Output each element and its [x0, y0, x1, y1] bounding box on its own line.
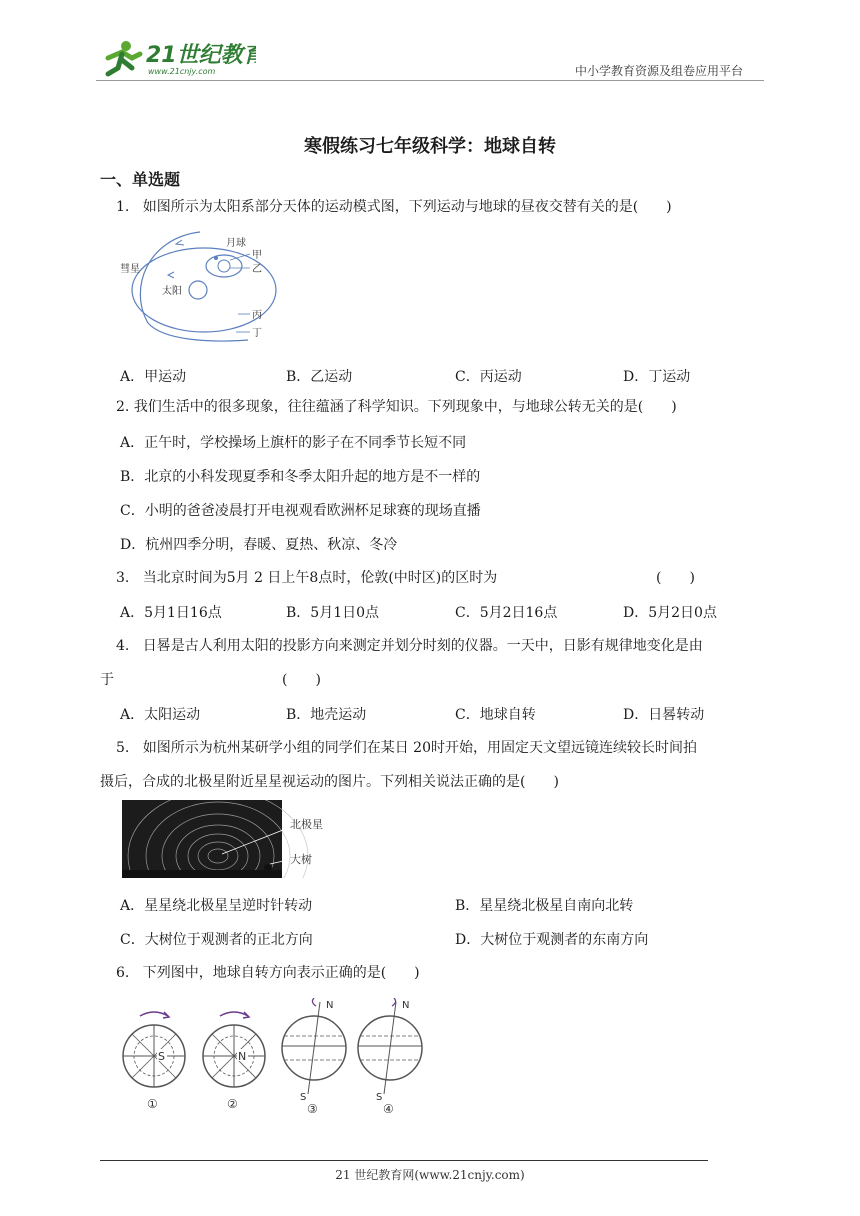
sun-icon: [189, 281, 207, 299]
svg-text:②: ②: [227, 1097, 238, 1111]
question-number: 2.: [116, 399, 130, 415]
figure-4: [358, 998, 422, 1113]
question-4: [116, 636, 703, 656]
figure-3: [282, 998, 346, 1113]
svg-text:S: S: [376, 1092, 383, 1103]
svg-text:N: N: [402, 1000, 410, 1011]
svg-text:①: ①: [147, 1097, 158, 1111]
question-number: 4.: [116, 638, 130, 654]
question-2: [116, 397, 677, 417]
q4-answer-paren: ( ): [282, 672, 321, 688]
section-heading: 一、单选题: [100, 170, 181, 189]
q2-option-b[interactable]: B．北京的小科发现夏季和冬季太阳升起的地方是不一样的: [120, 469, 481, 485]
earth-icon: [218, 260, 230, 272]
svg-text:N: N: [326, 1000, 334, 1011]
question-5: [116, 738, 697, 758]
star-trail-photo: [122, 800, 332, 882]
svg-text:S: S: [300, 1092, 307, 1103]
q1-option-a[interactable]: A．甲运动: [120, 369, 187, 385]
earth-rotation-figures: [120, 998, 430, 1117]
svg-text:月球: 月球: [226, 238, 246, 249]
question-number: 1.: [116, 199, 130, 215]
site-logo: [96, 34, 256, 80]
q3-option-c[interactable]: C．5月2日16点: [455, 605, 558, 621]
svg-text:S: S: [158, 1050, 165, 1063]
svg-text:北极星: 北极星: [290, 818, 323, 831]
q5-option-d[interactable]: D．大树位于观测者的东南方向: [455, 932, 649, 948]
question-text: 如图所示为杭州某研学小组的同学们在某日 20时开始，用固定天文望远镜连续较长时间拍: [142, 740, 697, 756]
footer-divider: [100, 1160, 708, 1161]
svg-text:④: ④: [383, 1102, 394, 1113]
question-4-line2: 于: [100, 672, 114, 688]
q4-option-b[interactable]: B．地壳运动: [286, 707, 367, 723]
q2-option-d[interactable]: D．杭州四季分明，春暖、夏热、秋凉、冬冷: [120, 537, 398, 553]
question-5-line2: 摄后，合成的北极星附近星星视运动的图片。下列相关说法正确的是( ): [100, 774, 559, 790]
q3-option-a[interactable]: A．5月1日16点: [120, 605, 222, 621]
question-text: 如图所示为太阳系部分天体的运动模式图，下列运动与地球的昼夜交替有关的是( ): [142, 199, 672, 215]
q1-option-d[interactable]: D．丁运动: [623, 369, 691, 385]
q3-option-b[interactable]: B．5月1日0点: [286, 605, 380, 621]
svg-text:N: N: [238, 1050, 247, 1063]
q4-option-d[interactable]: D．日晷转动: [623, 707, 705, 723]
svg-text:www.21cnjy.com: www.21cnjy.com: [148, 67, 216, 76]
q5-option-b[interactable]: B．星星绕北极星自南向北转: [455, 898, 634, 914]
q1-option-c[interactable]: C．丙运动: [455, 369, 522, 385]
question-number: 5.: [116, 740, 130, 756]
svg-text:彗星: 彗星: [120, 264, 140, 275]
question-text: 当北京时间为5月 2 日上午8点时，伦敦(中时区)的区时为: [142, 570, 498, 586]
svg-text:太阳: 太阳: [162, 286, 182, 297]
figure-1: [123, 1012, 185, 1111]
question-3: [116, 568, 497, 588]
runner-logo-icon: [108, 41, 140, 74]
svg-text:21世纪教育: 21世纪教育: [146, 43, 256, 68]
header-divider: [96, 80, 764, 81]
header-platform-text: 中小学教育资源及组卷应用平台: [575, 64, 744, 78]
question-number: 3.: [116, 570, 130, 586]
question-text: 下列图中，地球自转方向表示正确的是( ): [142, 965, 420, 981]
q4-option-a[interactable]: A．太阳运动: [120, 707, 201, 723]
figure-2: [203, 1012, 265, 1111]
svg-text:甲: 甲: [252, 250, 262, 261]
svg-text:③: ③: [307, 1102, 318, 1113]
moon-icon: [214, 256, 218, 260]
footer-text: 21 世纪教育网(www.21cnjy.com): [335, 1168, 525, 1182]
solar-system-figure: [118, 228, 278, 350]
q3-answer-paren: ( ): [656, 570, 695, 586]
svg-text:大树: 大树: [290, 853, 312, 866]
svg-text:丁: 丁: [252, 328, 262, 339]
q5-option-c[interactable]: C．大树位于观测者的正北方向: [120, 932, 313, 948]
q2-option-a[interactable]: A．正午时，学校操场上旗杆的影子在不同季节长短不同: [120, 435, 467, 451]
tree-mark: [264, 864, 272, 872]
q4-option-c[interactable]: C．地球自转: [455, 707, 536, 723]
q1-option-b[interactable]: B．乙运动: [286, 369, 353, 385]
page-title: 寒假练习七年级科学：地球自转: [304, 136, 556, 157]
question-6: [116, 963, 420, 983]
svg-text:丙: 丙: [252, 310, 262, 321]
q2-option-c[interactable]: C．小明的爸爸凌晨打开电视观看欧洲杯足球赛的现场直播: [120, 503, 481, 519]
svg-text:乙: 乙: [252, 264, 262, 275]
q5-option-a[interactable]: A．星星绕北极星呈逆时针转动: [120, 898, 313, 914]
question-text: 日晷是古人利用太阳的投影方向来测定并划分时刻的仪器。一天中，日影有规律地变化是由: [142, 638, 703, 654]
q3-option-d[interactable]: D．5月2日0点: [623, 605, 717, 621]
question-text: 我们生活中的很多现象，往往蕴涵了科学知识。下列现象中，与地球公转无关的是( ): [133, 399, 677, 415]
question-1: [116, 197, 672, 217]
question-number: 6.: [116, 965, 130, 981]
